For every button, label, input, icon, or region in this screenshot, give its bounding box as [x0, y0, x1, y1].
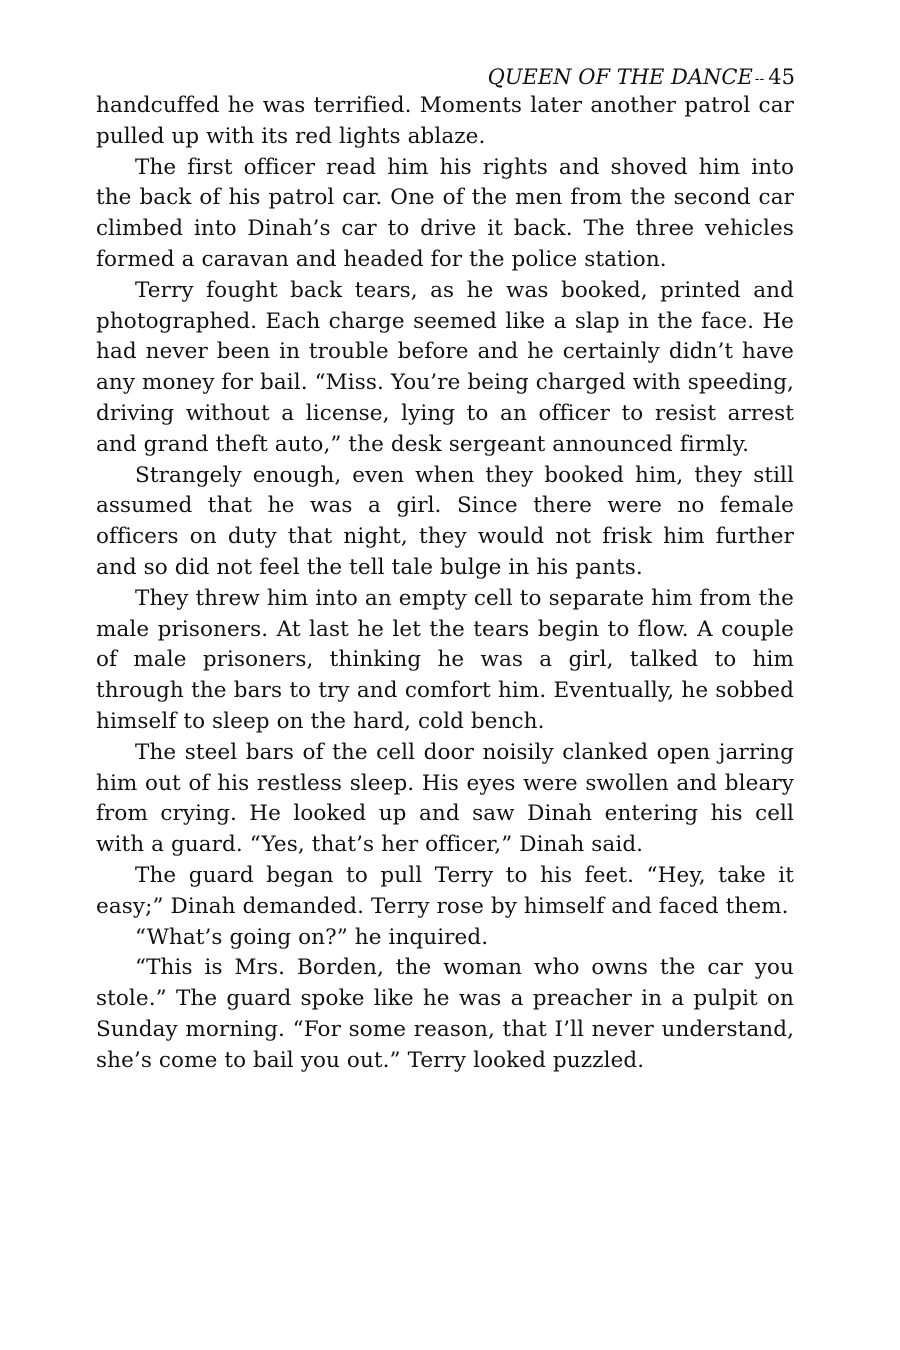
paragraph: “This is Mrs. Borden, the woman who owns the car you stole.” The guard spoke like he was a preacher in a pulpit on Sunday morning. “For some reason, that I’ll never understand, she’s come to bail you out.” Terry looked puzzled. — [96, 955, 794, 1073]
header-separator: -- — [754, 70, 765, 87]
paragraph: handcuffed he was terrified. Moments later another patrol car pulled up with its red lights ablaze. — [96, 93, 794, 149]
paragraph: The steel bars of the cell door noisily clanked open jarring him out of his restless sleep. His eyes were swollen and bleary from crying. He looked up and saw Dinah entering his cell with a guard. “Yes, that’s her officer,” Dinah said. — [96, 739, 794, 858]
paragraph: Terry fought back tears, as he was booked, printed and photographed. Each charge seemed like a slap in the face. He had never been in trouble before and he certainly didn’t have any money for bail. “Miss. You’re being charged with speeding, driving without a license, lying to an officer to resist arrest and grand theft auto,” the desk sergeant announced firmly. — [96, 277, 794, 457]
paragraph: “What’s going on?” he inquired. — [135, 924, 489, 950]
book-title: QUEEN OF THE DANCE — [487, 65, 753, 89]
running-header — [488, 62, 795, 94]
paragraph: The guard began to pull Terry to his feet. “Hey, take it easy;” Dinah demanded. Terry rose by himself and faced them. — [96, 862, 794, 919]
body-text — [96, 91, 794, 1077]
paragraph: The first officer read him his rights and shoved him into the back of his patrol car. One of the men from the second car climbed into Dinah’s car to drive it back. The three vehicles formed a caravan and headed for the police station. — [96, 154, 794, 272]
paragraph: They threw him into an empty cell to separate him from the male prisoners. At last he let the tears begin to flow. A couple of male prisoners, thinking he was a girl, talked to him through the bars to try and comfort him. Eventually, he sobbed himself to sleep on the hard, cold bench. — [96, 585, 794, 734]
page-number: 45 — [768, 65, 795, 89]
paragraph: Strangely enough, even when they booked him, they still assumed that he was a girl. Since there were no female officers on duty that night, they would not frisk him further and so did not feel the tell tale bulge in his pants. — [96, 462, 794, 580]
